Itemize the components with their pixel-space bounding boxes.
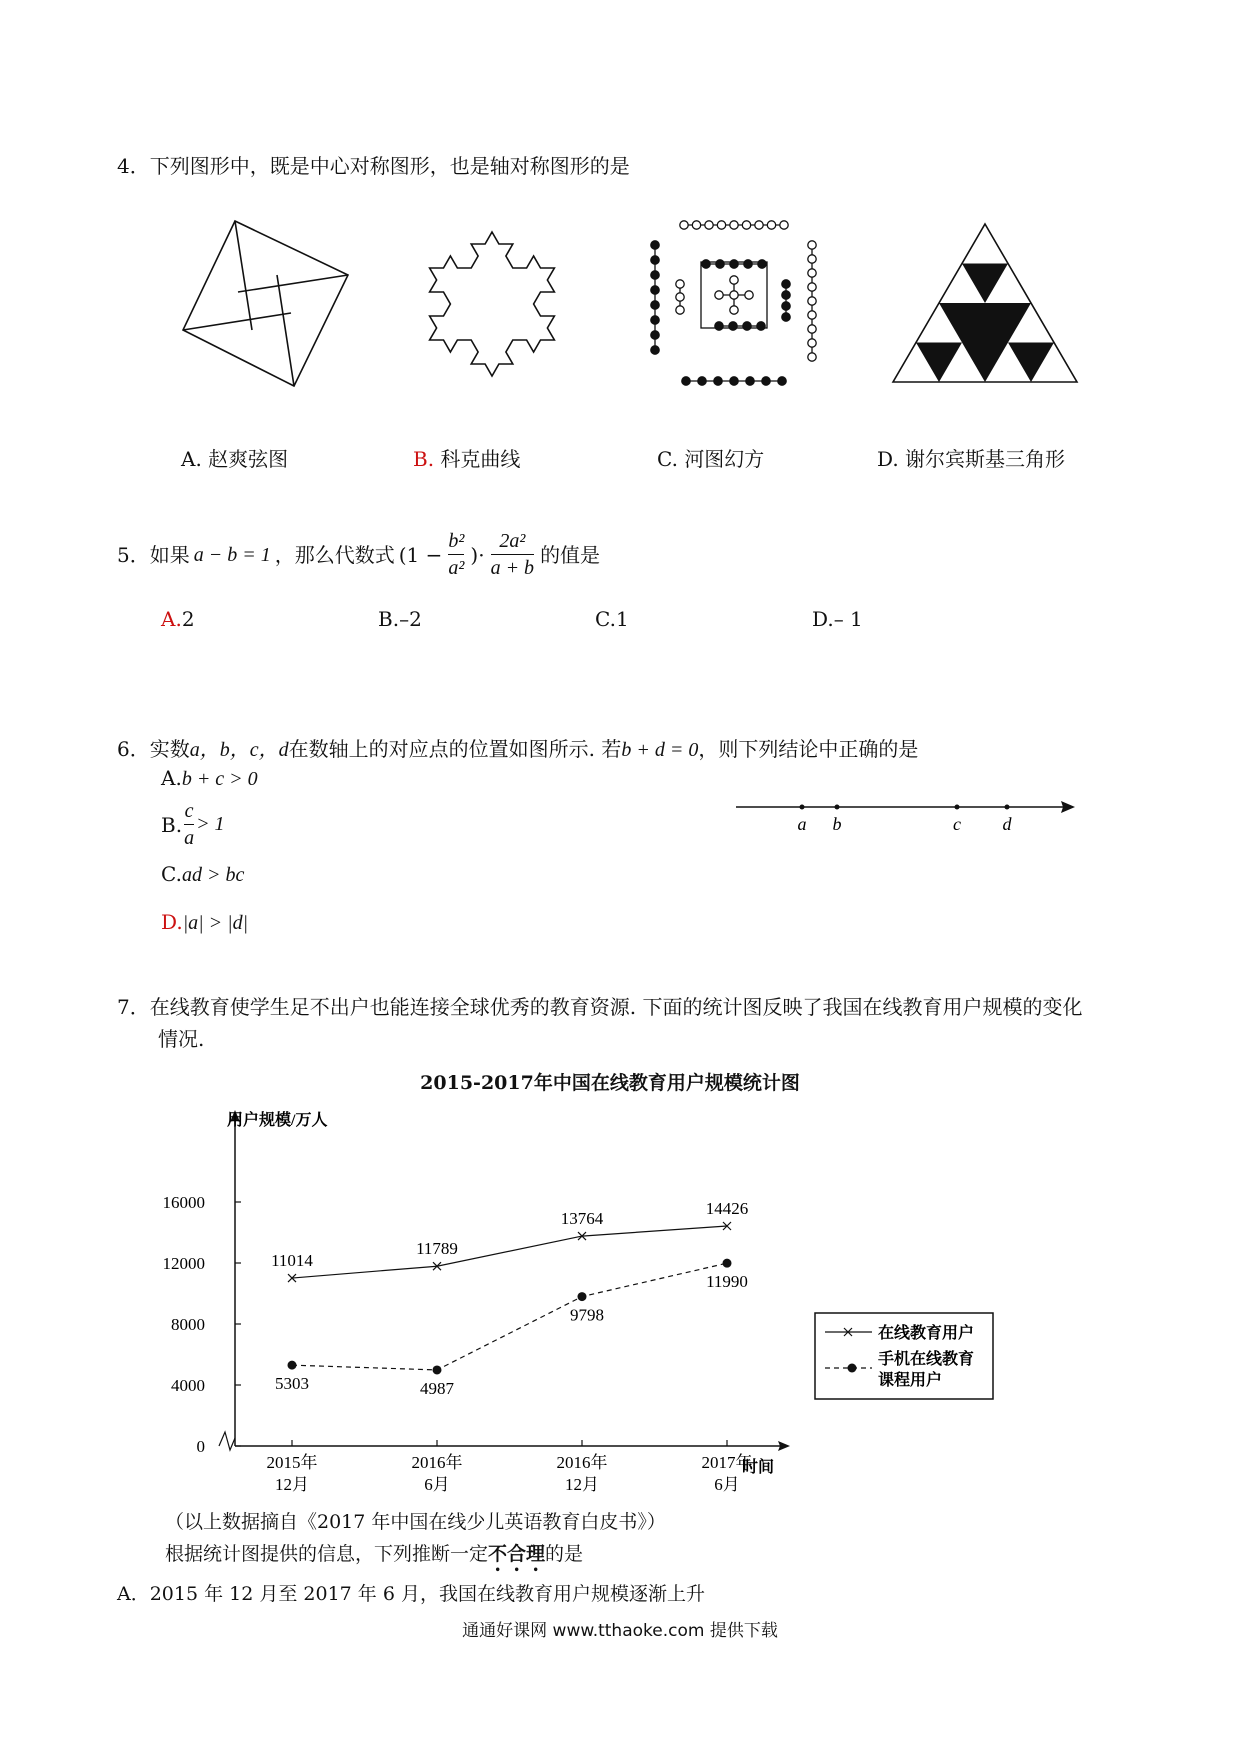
hetu-bottom-row [762,377,770,385]
hetu-bottom-row [698,377,706,385]
q7-stem-line2: 情况. [158,1027,205,1051]
hetu-left-col [651,256,659,264]
hetu-right-col [808,241,816,249]
hetu-right-col [808,283,816,291]
hetu-right-col [808,255,816,263]
hetu-center-dot [730,276,738,284]
q6-option-d[interactable]: D.|a| > |d| [161,910,249,934]
q5-option-b[interactable]: B.–2 [378,607,422,631]
q7-source: （以上数据摘自《2017 年中国在线少儿英语教育白皮书》） [165,1511,666,1533]
hetu-center-dot [730,306,738,314]
hetu-inner-top [730,260,738,268]
point-b-label: b [832,814,842,834]
x-tick-label: 6月 [714,1475,740,1494]
q4-figure-b [400,218,585,388]
q4-figure-c [640,218,830,393]
x-tick-label: 2017年 [701,1453,753,1472]
q6-option-c[interactable]: C.ad > bc [161,862,245,886]
q6-number-line [730,795,1080,845]
legend-mobile-marker [848,1364,857,1373]
hetu-inner-top [758,260,766,268]
hetu-top-row [730,221,738,229]
hetu-bottom-row [778,377,786,385]
x-tick-label: 2015年 [266,1453,318,1472]
series-mobile-data-label: 4987 [420,1378,454,1398]
hetu-right-col [808,269,816,277]
y-tick-label: 4000 [171,1376,205,1395]
series-mobile-data-label: 11990 [706,1272,748,1292]
hetu-right-col [808,339,816,347]
legend-mobile-label: 手机在线教育 [878,1351,975,1368]
x-tick-label: 2016年 [411,1453,463,1472]
hetu-top-row [742,221,750,229]
hetu-left-col [651,241,659,249]
hetu-right-col [808,297,816,305]
chart-title: 2015-2017年中国在线教育用户规模统计图 [420,1072,800,1094]
hetu-inner-left [676,306,684,314]
series-online-data-label: 11789 [416,1239,458,1259]
hetu-right-col [808,325,816,333]
q5-option-d[interactable]: D.– 1 [812,607,863,631]
legend-mobile-label: 课程用户 [878,1372,943,1389]
x-tick-label: 12月 [565,1475,599,1494]
y-tick-label: 12000 [162,1254,205,1273]
hetu-inner-bottom [743,322,751,330]
hetu-bottom-row [730,377,738,385]
y-tick-label: 0 [196,1437,205,1456]
hetu-inner-left [676,280,684,288]
hetu-inner-top [702,260,710,268]
hetu-center-dot [730,291,738,299]
q4-stem: 4．下列图形中，既是中心对称图形，也是轴对称图形的是 [117,154,630,178]
x-tick-label: 6月 [424,1475,450,1494]
footer: 通通好课网 www.tthaoke.com 提供下载 [462,1621,778,1641]
hetu-left-col [651,301,659,309]
q6-option-a[interactable]: A.b + c > 0 [161,766,258,790]
point-d-label: d [1002,814,1012,834]
q7-option-a[interactable]: A．2015 年 12 月至 2017 年 6 月，我国在线教育用户规模逐渐上升 [117,1583,705,1605]
hetu-bottom-row [682,377,690,385]
hetu-left-col [651,331,659,339]
x-tick-label: 12月 [275,1475,309,1494]
hetu-left-col [651,271,659,279]
koch-curve [430,232,555,376]
hetu-inner-right [782,280,790,288]
line-chart [150,1100,1050,1500]
point-c-label: c [953,814,961,834]
axis-break-mark [219,1432,235,1450]
q4-option-d[interactable]: D. 谢尔宾斯基三角形 [877,447,1066,471]
hetu-left-col [651,316,659,324]
q6-option-b[interactable]: B. $\frac{c}{a}$ > 1 [161,800,225,849]
point-a-label: a [797,814,807,834]
q6-stem: 6．实数a，b，c，d在数轴上的对应点的位置如图所示. 若b + d = 0，则下列结论中正确的是 [117,737,919,761]
hetu-bottom-row [746,377,754,385]
hetu-top-row [692,221,700,229]
x-axis-label: 时间 [742,1459,775,1476]
q4-option-c[interactable]: C. 河图幻方 [657,447,765,471]
hetu-inner-top [744,260,752,268]
q5-fraction-2: $\frac{\text{2a²}}{a + b}$ [490,530,535,579]
y-axis-label: 用户规模/万人 [227,1112,328,1129]
hetu-center-dot [715,291,723,299]
series-mobile-point [723,1259,732,1268]
hetu-inner-top [716,260,724,268]
hetu-bottom-row [714,377,722,385]
hetu-inner-right [782,302,790,310]
q5-fraction-1: $\frac{\text{b²}}{\text{a²}}$ [448,530,465,579]
q4-figure-d [890,222,1080,387]
hetu-inner-bottom [729,322,737,330]
series-online-data-label: 14426 [705,1199,749,1219]
legend-online-label: 在线教育用户 [878,1325,975,1342]
hetu-inner-bottom [715,322,723,330]
series-mobile-point [288,1361,297,1370]
q4-figure-a [180,218,350,388]
hetu-inner-left [676,293,684,301]
q7-ask: 根据统计图提供的信息，下列推断一定不合理的是 [165,1543,584,1565]
hetu-right-col [808,311,816,319]
q7-stem-line1: 7．在线教育使学生足不出户也能连接全球优秀的教育资源. 下面的统计图反映了我国在线教育用户规模的变化 [117,995,1083,1019]
hetu-right-col [808,353,816,361]
q4-option-a[interactable]: A. 赵爽弦图 [181,447,289,471]
series-online-line [292,1226,727,1278]
hetu-inner-right [782,291,790,299]
q5-stem: 5．如果 a − b = 1 ，那么代数式 (1 − $\frac{\text{b²}}{\text{a²}}$ )· $\frac{\text{2a²}}{a + b}$ 的值是 [117,530,601,579]
hetu-left-col [651,286,659,294]
series-mobile-point [433,1365,442,1374]
series-online-data-label: 11014 [271,1251,313,1271]
hetu-inner-bottom [757,322,765,330]
series-mobile-data-label: 5303 [275,1374,309,1394]
hetu-top-row [705,221,713,229]
q4-option-b[interactable]: B. 科克曲线 [413,447,521,471]
hetu-top-row [680,221,688,229]
hetu-left-col [651,346,659,354]
hetu-top-row [767,221,775,229]
series-mobile-line [292,1263,727,1370]
q5-option-a[interactable]: A.2 [161,607,195,631]
hetu-top-row [755,221,763,229]
series-online-data-label: 13764 [560,1209,604,1229]
hetu-inner-right [782,313,790,321]
hetu-top-row [717,221,725,229]
y-tick-label: 8000 [171,1315,205,1334]
x-tick-label: 2016年 [556,1453,608,1472]
series-mobile-point [578,1292,587,1301]
hetu-center-dot [745,291,753,299]
y-tick-label: 16000 [162,1193,205,1212]
q5-option-c[interactable]: C.1 [595,607,629,631]
hetu-top-row [780,221,788,229]
series-mobile-data-label: 9798 [570,1305,604,1325]
